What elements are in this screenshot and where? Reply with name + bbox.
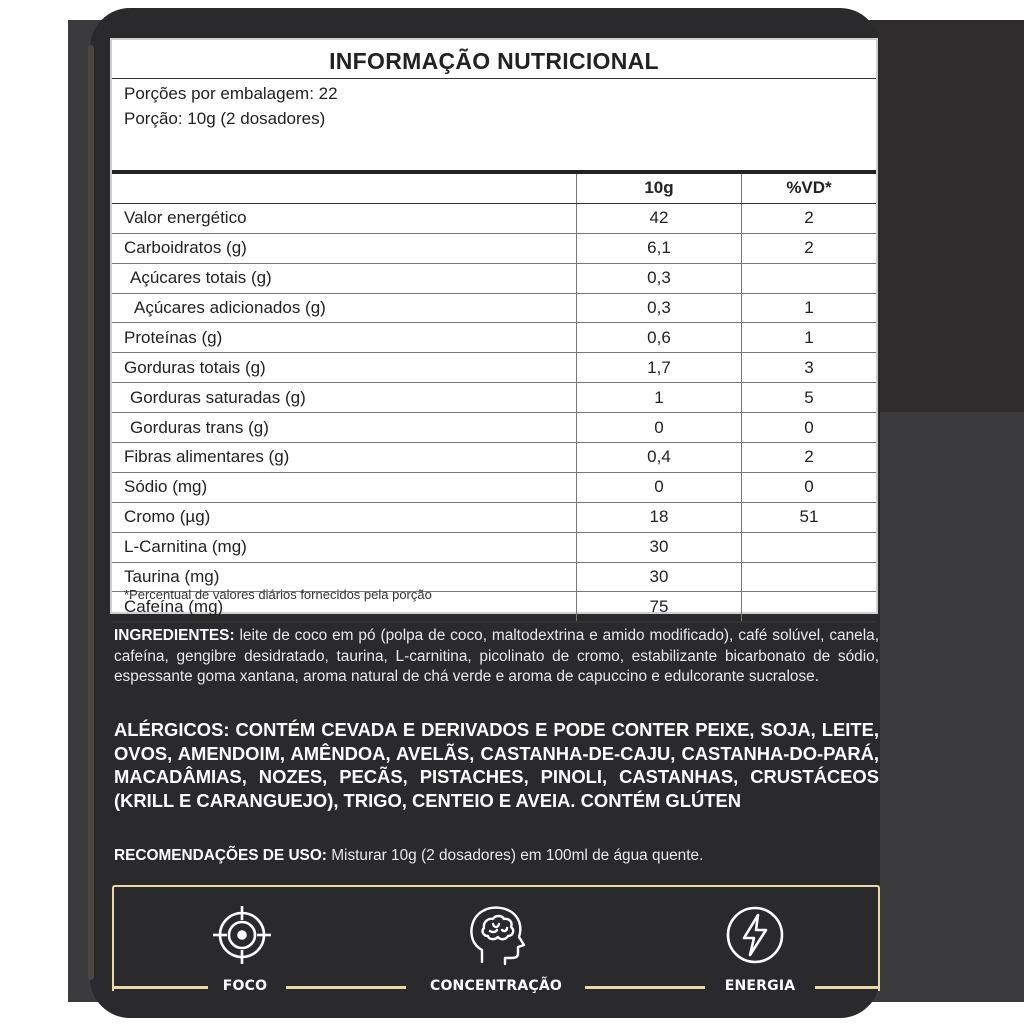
table-row bbox=[112, 323, 876, 353]
table-row bbox=[112, 502, 876, 532]
table-row bbox=[112, 353, 876, 383]
nutrient-amount: 1 bbox=[577, 383, 742, 413]
nutrient-daily-value bbox=[742, 592, 877, 622]
ingredients-list: leite de coco em pó (polpa de coco, maltodextrina e amido modificado), café solúvel, canela, cafeína, gengibre desidratado, taurina, L-carnitina, picolinato de cromo, estabilizante bicarbonato de sódio, espessante goma xantana, aroma natural de chá verde e aroma de capuccino e edulcorante sucralose. bbox=[114, 627, 879, 685]
nutrient-name: Sódio (mg) bbox=[112, 472, 577, 502]
nutrient-amount: 0,3 bbox=[577, 263, 742, 293]
frame-bottom-segment bbox=[286, 986, 406, 989]
table-row bbox=[112, 532, 876, 562]
nutrient-amount: 30 bbox=[577, 562, 742, 592]
nutrient-amount: 0,3 bbox=[577, 293, 742, 323]
serving-size: Porção: 10g (2 dosadores) bbox=[124, 109, 326, 128]
table-row bbox=[112, 233, 876, 263]
nutrient-name: L-Carnitina (mg) bbox=[112, 532, 577, 562]
table-row bbox=[112, 413, 876, 443]
nutrient-name: Gorduras trans (g) bbox=[112, 413, 577, 443]
nutrient-amount: 6,1 bbox=[577, 233, 742, 263]
ingredients-label: INGREDIENTES: bbox=[114, 627, 235, 644]
frame-bottom-segment bbox=[112, 986, 208, 989]
nutrient-amount: 75 bbox=[577, 592, 742, 622]
nutrient-amount: 42 bbox=[577, 203, 742, 233]
nutrient-daily-value: 2 bbox=[742, 443, 877, 473]
nutrient-table bbox=[112, 174, 876, 623]
nutrient-daily-value: 5 bbox=[742, 383, 877, 413]
brain-head-icon bbox=[460, 900, 530, 970]
nutrient-name: Valor energético bbox=[112, 203, 577, 233]
nutrient-amount: 0,6 bbox=[577, 323, 742, 353]
target-icon bbox=[207, 900, 277, 970]
servings-per-package: Porções por embalagem: 22 bbox=[124, 84, 338, 103]
nutrient-name: Carboidratos (g) bbox=[112, 233, 577, 263]
nutrient-name: Fibras alimentares (g) bbox=[112, 443, 577, 473]
daily-value-footnote: *Percentual de valores diários fornecidos pela porção bbox=[124, 587, 432, 602]
frame-bottom-segment bbox=[815, 986, 880, 989]
nutrient-amount: 30 bbox=[577, 532, 742, 562]
nutrient-daily-value: 51 bbox=[742, 502, 877, 532]
recommendations-label: RECOMENDAÇÕES DE USO: bbox=[114, 847, 327, 864]
table-row bbox=[112, 263, 876, 293]
benefit-label-energy: ENERGIA bbox=[724, 978, 796, 994]
ingredients-text bbox=[114, 626, 879, 688]
nutrient-name: Cafeína (mg) bbox=[112, 592, 577, 622]
frame-bottom-segment bbox=[585, 986, 705, 989]
nutrient-daily-value: 2 bbox=[742, 233, 877, 263]
nutrient-daily-value: 0 bbox=[742, 472, 877, 502]
nutrient-name: Açúcares adicionados (g) bbox=[112, 293, 577, 323]
header-nutrient bbox=[112, 174, 577, 203]
nutrient-amount: 0,4 bbox=[577, 443, 742, 473]
allergens-text: ALÉRGICOS: CONTÉM CEVADA E DERIVADOS E PODE CONTER PEIXE, SOJA, LEITE, OVOS, AMENDOIM, AMÊNDOA, AVELÃS, CASTANHA-DE-CAJU, CASTANHA-DO-PARÁ, MACADÂMIAS, NOZES, PECÃS, PISTACHES, PINOLI, CASTANHAS, CRUSTÁCEOS (KRILL E CARANGUEJO), TRIGO, CENTEIO E AVEIA. CONTÉM GLÚTEN bbox=[114, 719, 879, 811]
nutrition-facts-table bbox=[110, 38, 878, 614]
table-row bbox=[112, 383, 876, 413]
table-row bbox=[112, 443, 876, 473]
nutrient-daily-value: 0 bbox=[742, 413, 877, 443]
table-header-row bbox=[112, 174, 876, 203]
nutrient-daily-value bbox=[742, 532, 877, 562]
nutrition-title: INFORMAÇÃO NUTRICIONAL bbox=[112, 40, 876, 79]
nutrient-name: Açúcares totais (g) bbox=[112, 263, 577, 293]
table-row bbox=[112, 472, 876, 502]
nutrient-name: Taurina (mg) bbox=[112, 562, 577, 592]
nutrient-name: Proteínas (g) bbox=[112, 323, 577, 353]
table-row bbox=[112, 203, 876, 233]
nutrient-daily-value: 2 bbox=[742, 203, 877, 233]
nutrient-daily-value: 1 bbox=[742, 293, 877, 323]
label-edge-shadow bbox=[88, 45, 94, 980]
nutrient-name: Gorduras saturadas (g) bbox=[112, 383, 577, 413]
lightning-icon bbox=[720, 900, 790, 970]
table-row bbox=[112, 293, 876, 323]
nutrient-name: Gorduras totais (g) bbox=[112, 353, 577, 383]
nutrient-amount: 18 bbox=[577, 502, 742, 532]
nutrient-amount: 0 bbox=[577, 413, 742, 443]
benefit-label-focus: FOCO bbox=[222, 978, 268, 994]
nutrient-name: Cromo (µg) bbox=[112, 502, 577, 532]
header-daily-value: %VD* bbox=[742, 174, 877, 203]
recommendations-text: Misturar 10g (2 dosadores) em 100ml de água quente. bbox=[326, 847, 704, 864]
nutrient-daily-value bbox=[742, 263, 877, 293]
nutrient-daily-value: 3 bbox=[742, 353, 877, 383]
benefit-label-concentration: CONCENTRAÇÃO bbox=[429, 978, 563, 994]
nutrient-amount: 0 bbox=[577, 472, 742, 502]
nutrient-amount: 1,7 bbox=[577, 353, 742, 383]
nutrient-daily-value bbox=[742, 562, 877, 592]
nutrient-daily-value: 1 bbox=[742, 323, 877, 353]
background-dark-block bbox=[870, 20, 1024, 412]
header-amount: 10g bbox=[577, 174, 742, 203]
usage-recommendations bbox=[114, 847, 879, 865]
